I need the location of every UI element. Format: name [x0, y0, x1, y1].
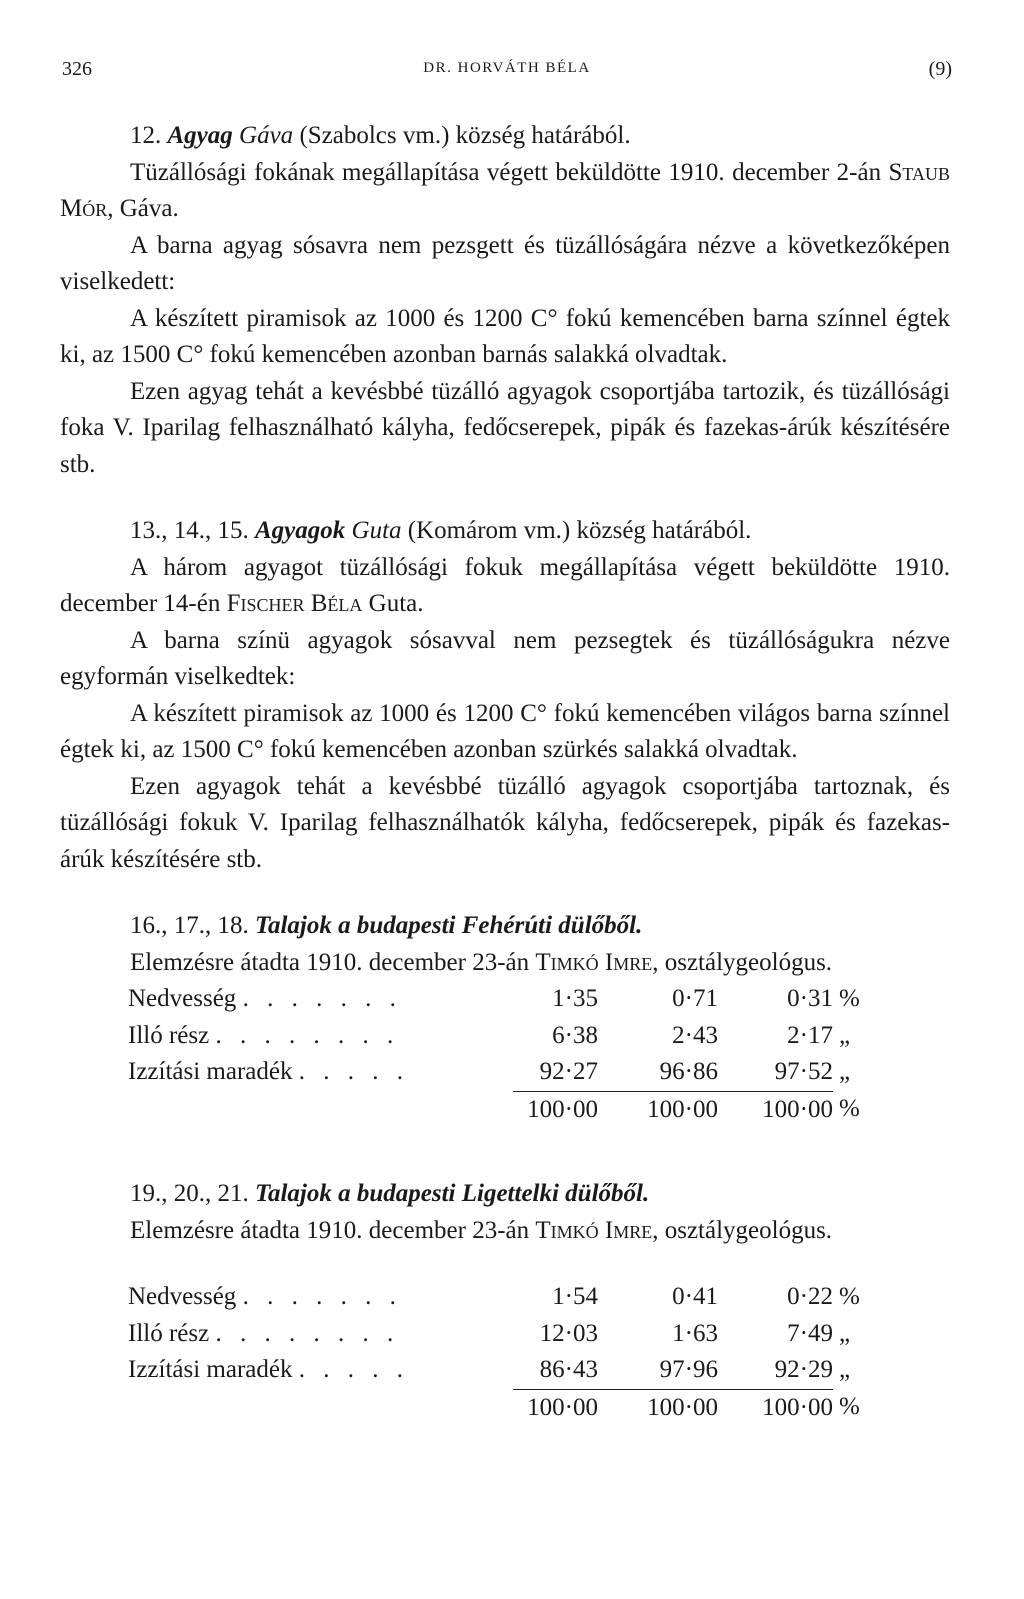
- row-label-text: Illó rész: [128, 1319, 210, 1347]
- section-13-sender-name: Fischer Béla: [226, 590, 363, 617]
- section-12-title-italic: Gáva: [239, 122, 294, 149]
- table-row: [128, 1352, 879, 1389]
- section-12-sender-name: Staub Mór,: [60, 158, 950, 222]
- section-16-heading: [60, 908, 950, 945]
- row-label-text: Nedvesség: [128, 1283, 237, 1310]
- spacer: [60, 878, 950, 908]
- row-label: [128, 1352, 513, 1389]
- section-12-title-rest: (Szabolcs vm.) község határából.: [299, 122, 631, 149]
- section-12-title-bold: Agyag: [167, 122, 233, 149]
- page-body: [60, 118, 950, 1426]
- section-19-para-1-text: Elemzésre átadta 1910. december 23-án: [130, 1216, 530, 1244]
- section-16-table: [128, 981, 879, 1128]
- total-unit: %: [839, 1393, 860, 1421]
- unit-cell: „: [839, 1058, 851, 1086]
- leader-dots: . . . . .: [298, 1058, 409, 1086]
- running-author: DR. HORVÁTH BÉLA: [423, 60, 591, 76]
- value-cell: 92·29: [774, 1356, 833, 1383]
- section-16-title: Talajok a budapesti Fehérúti dülőből.: [255, 912, 643, 939]
- table-row: [128, 1279, 879, 1316]
- table-row: [128, 1054, 879, 1091]
- leader-dots: . . . . .: [298, 1356, 409, 1384]
- section-13-para-1-end: Guta.: [368, 590, 424, 617]
- section-16-para-1-text: Elemzésre átadta 1910. december 23-án: [130, 948, 530, 976]
- section-13-para-1-text: A három agyagot tüzállósági fokuk megállapítása végett beküldötte 1910. december 14-én: [60, 553, 950, 617]
- section-19-number: 19., 20., 21.: [130, 1180, 249, 1207]
- section-19-para-1: [60, 1213, 950, 1250]
- unit-cell: %: [839, 985, 860, 1012]
- value-cell: 1·63: [672, 1319, 718, 1347]
- leader-dots: . . . . . . .: [242, 985, 402, 1012]
- unit-cell: „: [839, 1021, 851, 1049]
- unit-cell: %: [839, 1283, 860, 1310]
- spacer: [60, 483, 950, 513]
- value-cell: 92·27: [539, 1058, 598, 1085]
- value-cell: 1·35: [552, 985, 598, 1012]
- section-12-para-4: Ezen agyag tehát a kevésbbé tüzálló agyagok csoportjába tartozik, és tüzállósági foka V. Iparilag felhasználható kályha, fedőcserepek, pipák és fazekas-árúk készítésére stb.: [60, 377, 950, 478]
- section-number: (9): [928, 58, 952, 80]
- section-13-para-3: A készített piramisok az 1000 és 1200 C° fokú kemencében világos barna színnel égtek ki, az 1500 C° fokú kemencében azonban szürkés salakká olvadtak.: [60, 699, 950, 763]
- table-row: [128, 981, 879, 1018]
- row-label: [128, 1279, 513, 1316]
- unit-cell: „: [839, 1319, 851, 1347]
- value-cell: 86·43: [539, 1356, 598, 1383]
- value-cell: 96·86: [659, 1058, 718, 1085]
- total-cell: 100·00: [513, 1389, 598, 1426]
- value-cell: 2·43: [672, 1021, 718, 1049]
- row-label: [128, 1316, 513, 1353]
- leader-dots: . . . . . . . .: [215, 1319, 400, 1347]
- section-13-para-4: Ezen agyagok tehát a kevésbbé tüzálló agyagok csoportjába tartoznak, és tüzállósági fokuk V. Iparilag felhasználhatók kályha, fedőcserepek, pipák és fazekas-árúk készítésére stb.: [60, 772, 950, 873]
- section-19-heading: [60, 1176, 950, 1213]
- table-row: [128, 1316, 879, 1353]
- section-12-para-1-end: Gáva.: [119, 195, 179, 222]
- section-19-table: [128, 1279, 879, 1426]
- section-12-para-2: A barna agyag sósavra nem pezsgett és tüzállóságára nézve a következőképen viselkedett:: [60, 231, 950, 295]
- section-13-title-italic: Guta: [351, 517, 402, 544]
- value-cell: 0·71: [672, 985, 718, 1012]
- leader-dots: . . . . . . . .: [215, 1021, 400, 1049]
- value-cell: 7·49: [787, 1319, 833, 1347]
- row-label-text: Illó rész: [128, 1021, 210, 1049]
- value-cell: 1·54: [552, 1283, 598, 1310]
- row-label-text: Izzítási maradék: [128, 1356, 293, 1384]
- total-label: [128, 1091, 513, 1128]
- value-cell: 0·41: [672, 1283, 718, 1310]
- total-cell: 100·00: [718, 1091, 833, 1128]
- page-number: 326: [62, 58, 92, 80]
- section-16-para-1-end: osztálygeológus.: [664, 948, 833, 976]
- spacer: [60, 1249, 950, 1279]
- section-16-para-1: [60, 945, 950, 982]
- table-row: [128, 1018, 879, 1055]
- section-19-title: Talajok a budapesti Ligettelki dülőből.: [255, 1180, 650, 1207]
- section-12-para-1: [60, 155, 950, 228]
- section-12-heading: [60, 118, 950, 155]
- total-unit: %: [839, 1095, 860, 1123]
- total-cell: 100·00: [718, 1389, 833, 1426]
- value-cell: 97·52: [774, 1058, 833, 1085]
- section-12-number: 12.: [130, 122, 162, 149]
- section-13-para-1: [60, 550, 950, 623]
- section-16-analyst-name: Timkó Imre,: [535, 948, 659, 976]
- total-row: [128, 1389, 879, 1426]
- section-12-para-3: A készített piramisok az 1000 és 1200 C° fokú kemencében barna színnel égtek ki, az 1500 C° fokú kemencében azonban barnás salakká olvadtak.: [60, 304, 950, 368]
- row-label: [128, 981, 513, 1018]
- value-cell: 12·03: [539, 1319, 598, 1347]
- running-header: [62, 58, 952, 84]
- total-label: [128, 1389, 513, 1426]
- section-12-para-1-text: Tüzállósági fokának megállapítása végett beküldötte 1910. december 2-án: [130, 158, 882, 186]
- section-13-para-2: A barna színü agyagok sósavval nem pezsegtek és tüzállóságukra nézve egyformán viselkedtek:: [60, 626, 950, 690]
- total-cell: 100·00: [513, 1091, 598, 1128]
- value-cell: 6·38: [552, 1021, 598, 1049]
- leader-dots: . . . . . . .: [242, 1283, 402, 1310]
- unit-cell: „: [839, 1356, 851, 1384]
- row-label: [128, 1054, 513, 1091]
- section-13-title-bold: Agyagok: [255, 517, 346, 544]
- value-cell: 97·96: [659, 1356, 718, 1383]
- row-label-text: Nedvesség: [128, 985, 237, 1012]
- total-row: [128, 1091, 879, 1128]
- section-16-number: 16., 17., 18.: [130, 912, 249, 939]
- section-19-para-1-end: osztálygeológus.: [664, 1216, 833, 1244]
- section-13-title-rest: (Komárom vm.) község határából.: [407, 517, 752, 544]
- row-label: [128, 1018, 513, 1055]
- value-cell: 0·31: [787, 985, 833, 1012]
- section-13-heading: [60, 513, 950, 550]
- value-cell: 0·22: [787, 1283, 833, 1310]
- value-cell: 2·17: [787, 1021, 833, 1049]
- spacer: [60, 1128, 950, 1176]
- total-cell: 100·00: [598, 1389, 718, 1426]
- row-label-text: Izzítási maradék: [128, 1058, 293, 1086]
- section-13-number: 13., 14., 15.: [130, 517, 249, 544]
- total-cell: 100·00: [598, 1091, 718, 1128]
- section-19-analyst-name: Timkó Imre,: [535, 1216, 659, 1244]
